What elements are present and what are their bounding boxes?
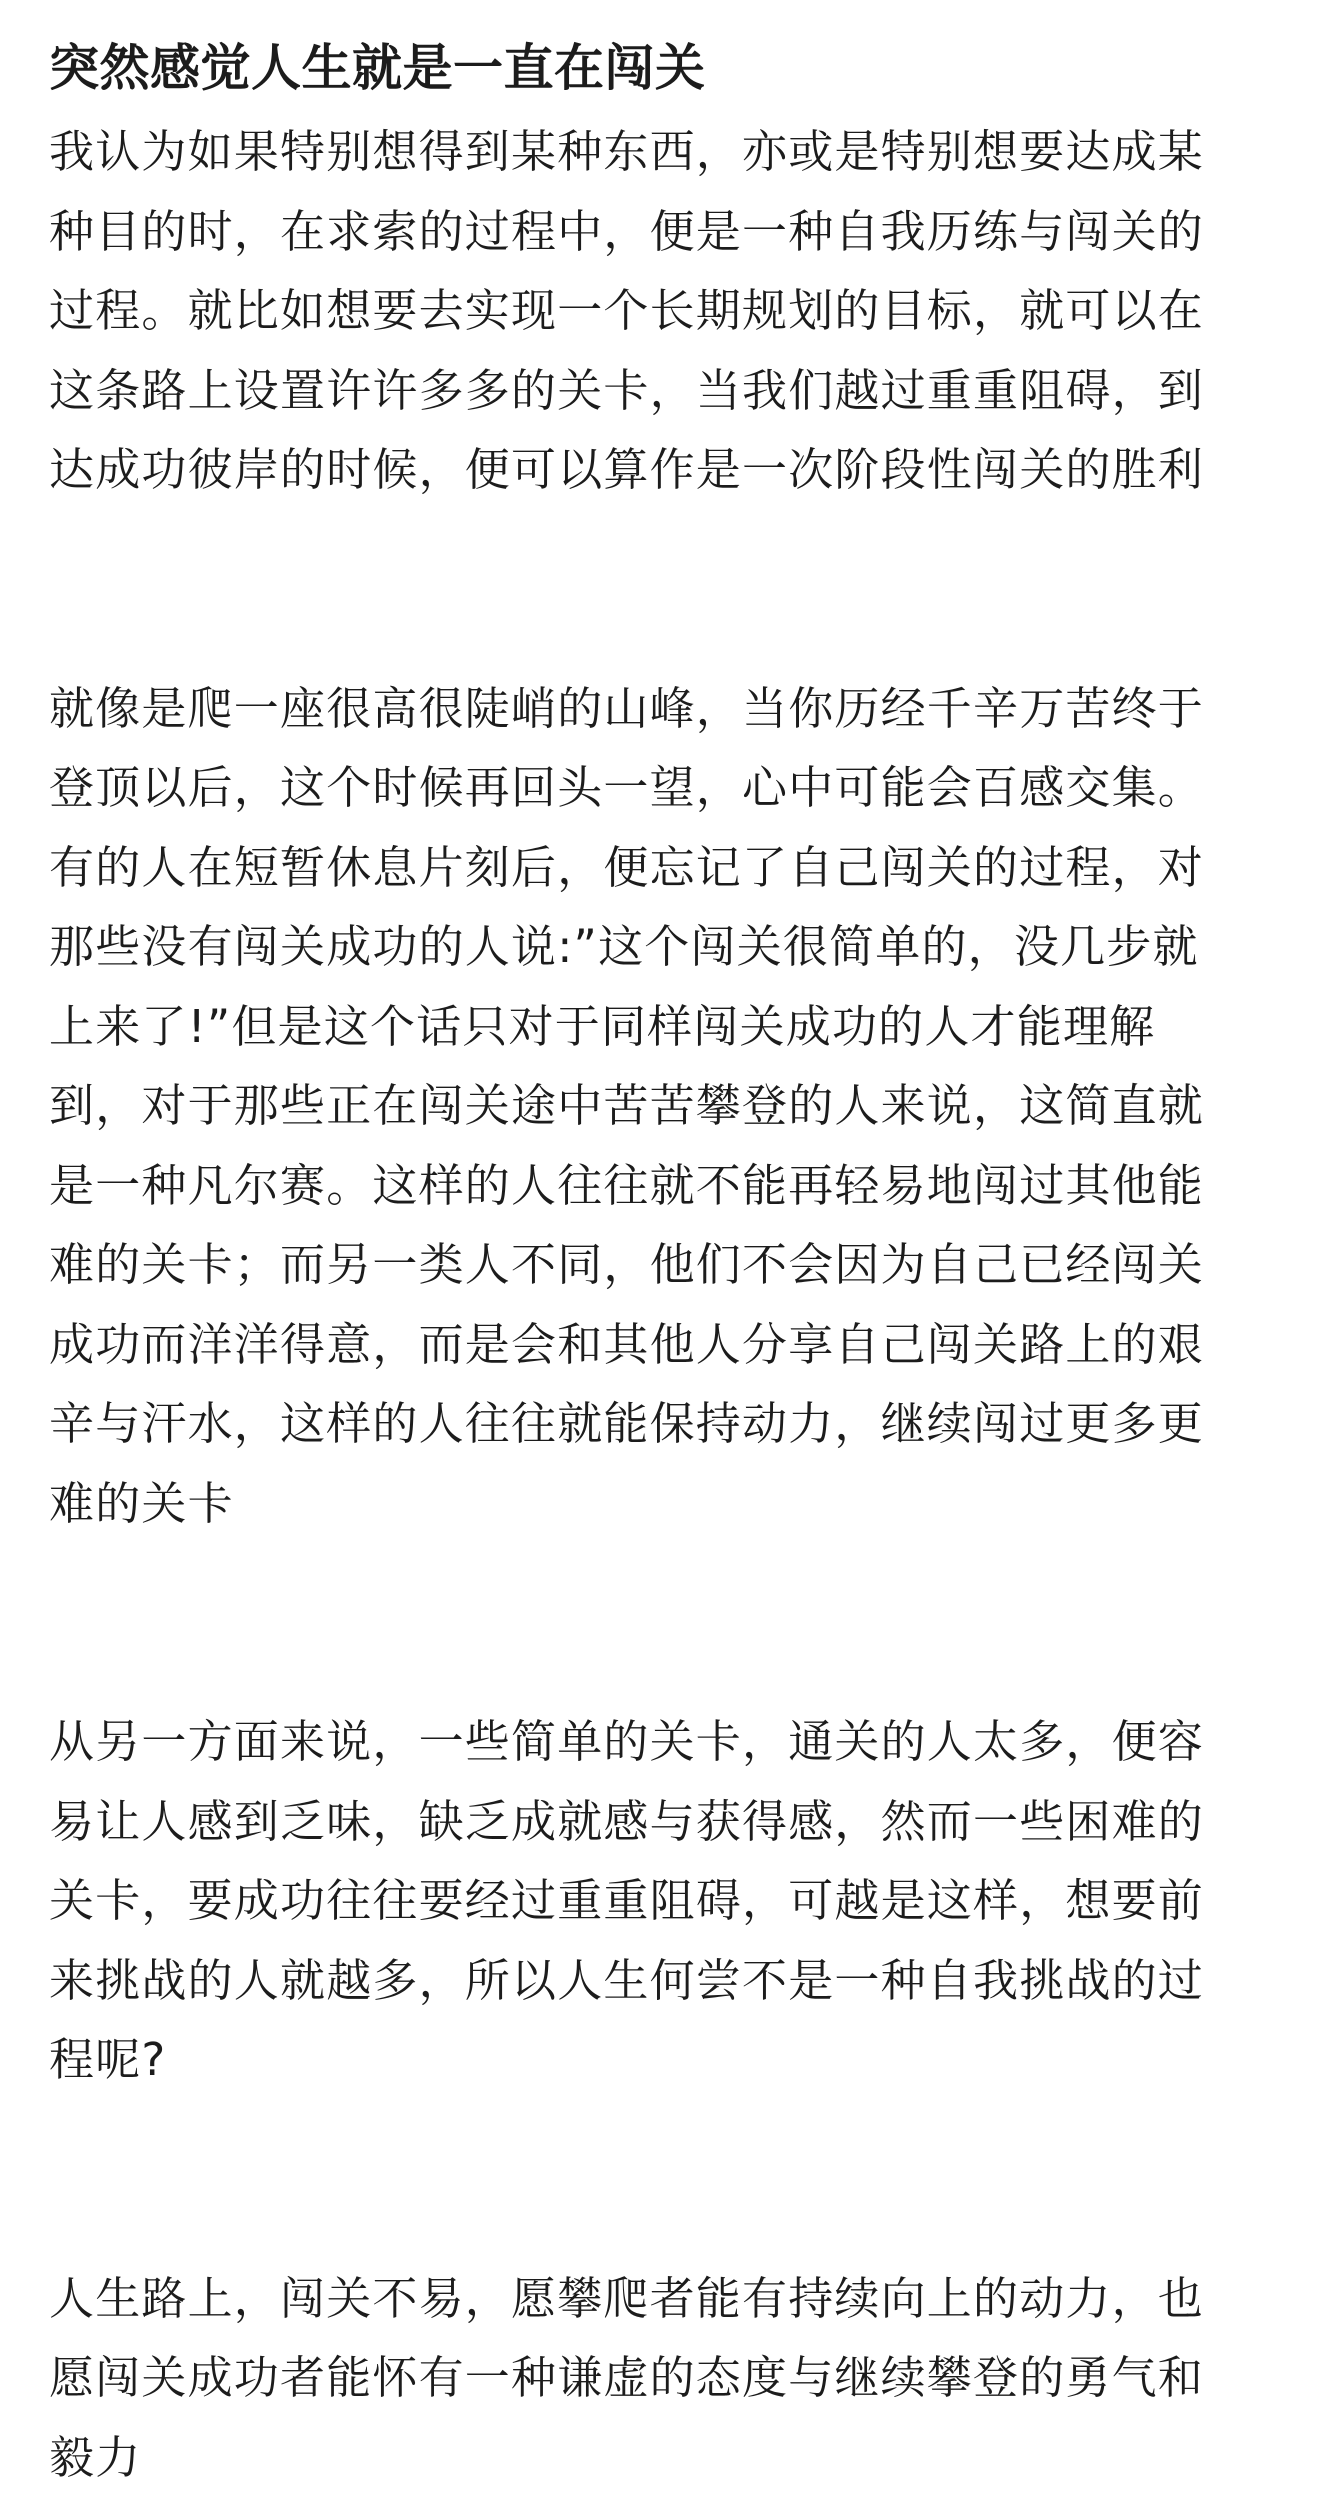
article	[49, 24, 1279, 2497]
paragraph-line: 那些没有闯关成功的人说:”这个闯关很简单的，没几步就	[49, 907, 1279, 987]
paragraph-line: 我认为如果特别想得到某种东西，亦或是特别想要达成某	[49, 112, 1279, 192]
paragraph-line: 程呢?	[49, 2020, 1279, 2100]
paragraph-2	[49, 669, 1279, 1544]
paragraph-line: 从另一方面来说，一些简单的关卡，通关的人太多，便容	[49, 1702, 1279, 1782]
paragraph-line: 这条路上设置许许多多的关卡，当我们越过重重阻碍，到	[49, 351, 1279, 431]
paragraph-line: 愿闯关成功者能怀有一种谦虚的态度与继续攀登的勇气和	[49, 2338, 1279, 2418]
paragraph-line: 到，对于那些正在闯关途中苦苦攀登的人来说，这简直就	[49, 1066, 1279, 1146]
paragraph-line: 难的关卡；而另一类人不同，他们不会因为自己已经闯关	[49, 1225, 1279, 1305]
paragraph-line: 人生路上，闯关不易，愿攀爬者能有持续向上的动力，也	[49, 2259, 1279, 2339]
paragraph-line: 就像是爬一座很高很陡峭的山峰，当你历经千辛万苦终于	[49, 669, 1279, 749]
paragraph-spacer	[49, 510, 1279, 669]
article-title: 突然感觉人生就是一直在闯关	[49, 24, 1279, 112]
paragraph-spacer	[49, 1543, 1279, 1702]
paragraph-line: 上来了!”但是这个话只对于同样闯关成功的人才能理解	[49, 987, 1279, 1067]
paragraph-line: 登顶以后，这个时候再回头一望，心中可能会百感交集。	[49, 748, 1279, 828]
paragraph-line: 辛与汗水，这样的人往往就能保持动力，继续闯过更多更	[49, 1384, 1279, 1464]
paragraph-line: 是一种凡尔赛。这样的人往往就不能再轻易地闯过其他能	[49, 1146, 1279, 1226]
paragraph-spacer	[49, 2100, 1279, 2259]
paragraph-1	[49, 112, 1279, 510]
paragraph-line: 易让人感到乏味，缺乏成就感与获得感，然而一些困难的	[49, 1782, 1279, 1862]
paragraph-line: 种目的时，在求索的过程中，便是一种自我历练与闯关的	[49, 192, 1279, 272]
paragraph-line: 难的关卡	[49, 1464, 1279, 1544]
paragraph-line: 过程。就比如想要去实现一个长期规划的目标，就可以在	[49, 271, 1279, 351]
paragraph-line: 有的人在短暂休息片刻后，便忘记了自己闯关的过程，对	[49, 828, 1279, 908]
paragraph-line: 来挑战的人就越多，所以人生何尝不是一种自我挑战的过	[49, 1941, 1279, 2021]
paragraph-3	[49, 1702, 1279, 2100]
paragraph-line: 毅力	[49, 2418, 1279, 2497]
paragraph-line: 成功而洋洋得意，而是会和其他人分享自己闯关路上的艰	[49, 1305, 1279, 1385]
paragraph-line: 达成功彼岸的时候，便可以算作是一次阶段性闯关的胜利	[49, 430, 1279, 510]
paragraph-4	[49, 2259, 1279, 2497]
paragraph-line: 关卡，要成功往往要经过重重阻碍，可越是这样，想要前	[49, 1861, 1279, 1941]
